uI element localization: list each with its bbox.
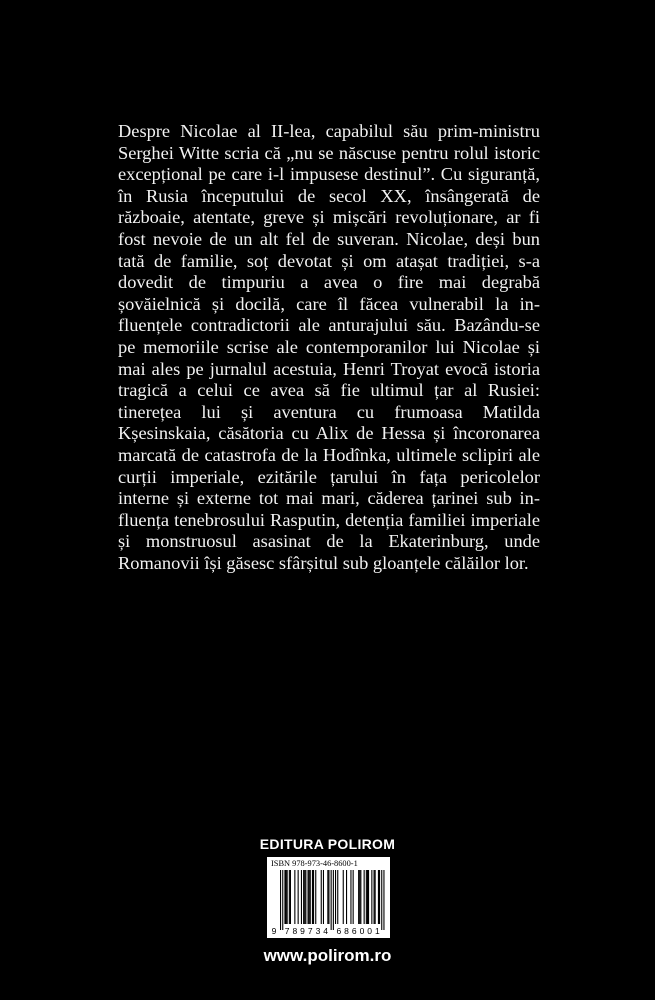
barcode-bar — [367, 870, 368, 924]
barcode-bar — [294, 870, 295, 924]
publisher-website: www.polirom.ro — [263, 946, 392, 965]
barcode-digit: 8 — [292, 926, 298, 936]
barcode-digit: 9 — [300, 926, 305, 936]
barcode-bar — [286, 870, 287, 924]
barcode-bar — [333, 870, 334, 930]
barcode-bar — [284, 870, 285, 924]
barcode-bar — [358, 870, 359, 924]
barcode-bar — [381, 870, 382, 930]
barcode-bar — [350, 870, 351, 924]
barcode-bar — [378, 870, 379, 924]
barcode-bar — [312, 870, 313, 924]
barcode-bar — [366, 870, 367, 924]
barcode-bar — [383, 870, 384, 930]
barcode-bar — [346, 870, 347, 924]
barcode-bar — [343, 870, 344, 924]
isbn-barcode — [267, 857, 390, 938]
barcode-digit: 1 — [374, 926, 380, 936]
barcode-bar — [353, 870, 354, 924]
barcode-digit: 0 — [359, 926, 365, 936]
barcode-bar — [360, 870, 361, 924]
barcode-bar — [290, 870, 291, 924]
barcode-bar — [305, 870, 306, 924]
barcode-bar — [364, 870, 365, 924]
barcode-bar — [304, 870, 305, 924]
barcode-bar — [280, 870, 281, 930]
barcode-bar — [321, 870, 322, 924]
barcode-digit: 0 — [367, 926, 373, 936]
barcode-bar — [327, 870, 328, 924]
barcode-bar — [308, 870, 309, 924]
barcode-bar — [368, 870, 369, 924]
barcode-digit: 6 — [336, 926, 342, 936]
barcode-digit: 4 — [323, 926, 329, 936]
barcode-digit: 7 — [307, 926, 313, 936]
barcode-digit: 6 — [351, 926, 357, 936]
barcode-bar — [328, 870, 329, 924]
barcode-bar — [282, 870, 283, 930]
barcode-bar — [289, 870, 290, 924]
barcode-digit: 7 — [284, 926, 290, 936]
barcode-bar — [309, 870, 310, 924]
barcode-bar — [303, 870, 304, 924]
barcode-bar — [323, 870, 324, 924]
barcode-bar — [379, 870, 380, 924]
barcode-bar — [335, 870, 336, 924]
barcode-bar — [337, 870, 338, 924]
publisher-name: EDITURA POLIROM — [259, 836, 396, 852]
barcode-bar — [313, 870, 314, 924]
barcode-image — [270, 870, 387, 936]
barcode-bar — [298, 870, 299, 924]
isbn-number: ISBN 978-973-46-8600-1 — [271, 859, 358, 868]
barcode-bar — [359, 870, 360, 924]
barcode-digit: 9 — [271, 926, 277, 936]
barcode-bar — [375, 870, 376, 924]
barcode-digit: 8 — [344, 926, 349, 936]
barcode-bar — [315, 870, 316, 924]
barcode-bar — [371, 870, 372, 924]
barcode-bar — [310, 870, 311, 924]
barcode-digit: 3 — [315, 926, 321, 936]
barcode-bar — [374, 870, 375, 924]
barcode-bar — [287, 870, 288, 924]
barcode-bar — [301, 870, 302, 924]
blurb-text: Despre Nicolae al II-lea, capabilul său prim-ministru Serghei Witte scria că „nu se născuse pentru rolul istoric excepțional pe care i-l impusese destinul”. Cu siguranță, în Rusia începutului de secol XX, însângerată de războaie, atentate, greve și mișcări revoluționare, ar fi fost nevoie de un alt fel de suveran. Nicolae, deși bun tată de familie, soț devotat și om atașat tradiției, s-a dovedit de timpuriu a avea o fire mai degrabă șovăielnică și docilă, care îl făcea vulnerabil la influențele contradictorii ale anturajului său. Bazându-se pe memoriile scrise ale contemporanilor lui Nicolae și mai ales pe jurnalul acestuia, Henri Troyat evocă istoria tragică a celui ce avea să fie ultimul țar al Rusiei: tinerețea lui și aventura cu frumoasa Matilda Kșesinskaia, căsătoria cu Alix de Hessa și încoronarea marcată de catastrofa de la Hodînka, ultimele sclipiri ale curții imperiale, ezitările țarului în fața pericolelor interne și externe tot mai mari, căderea țarinei sub influența tenebrosului Rasputin, detenția familiei imperiale și monstruosul asasinat de la Ekaterinburg, unde Romanovii își găsesc sfârșitul sub gloanțele călăilor lor. — [118, 121, 540, 573]
barcode-bar — [331, 870, 332, 930]
